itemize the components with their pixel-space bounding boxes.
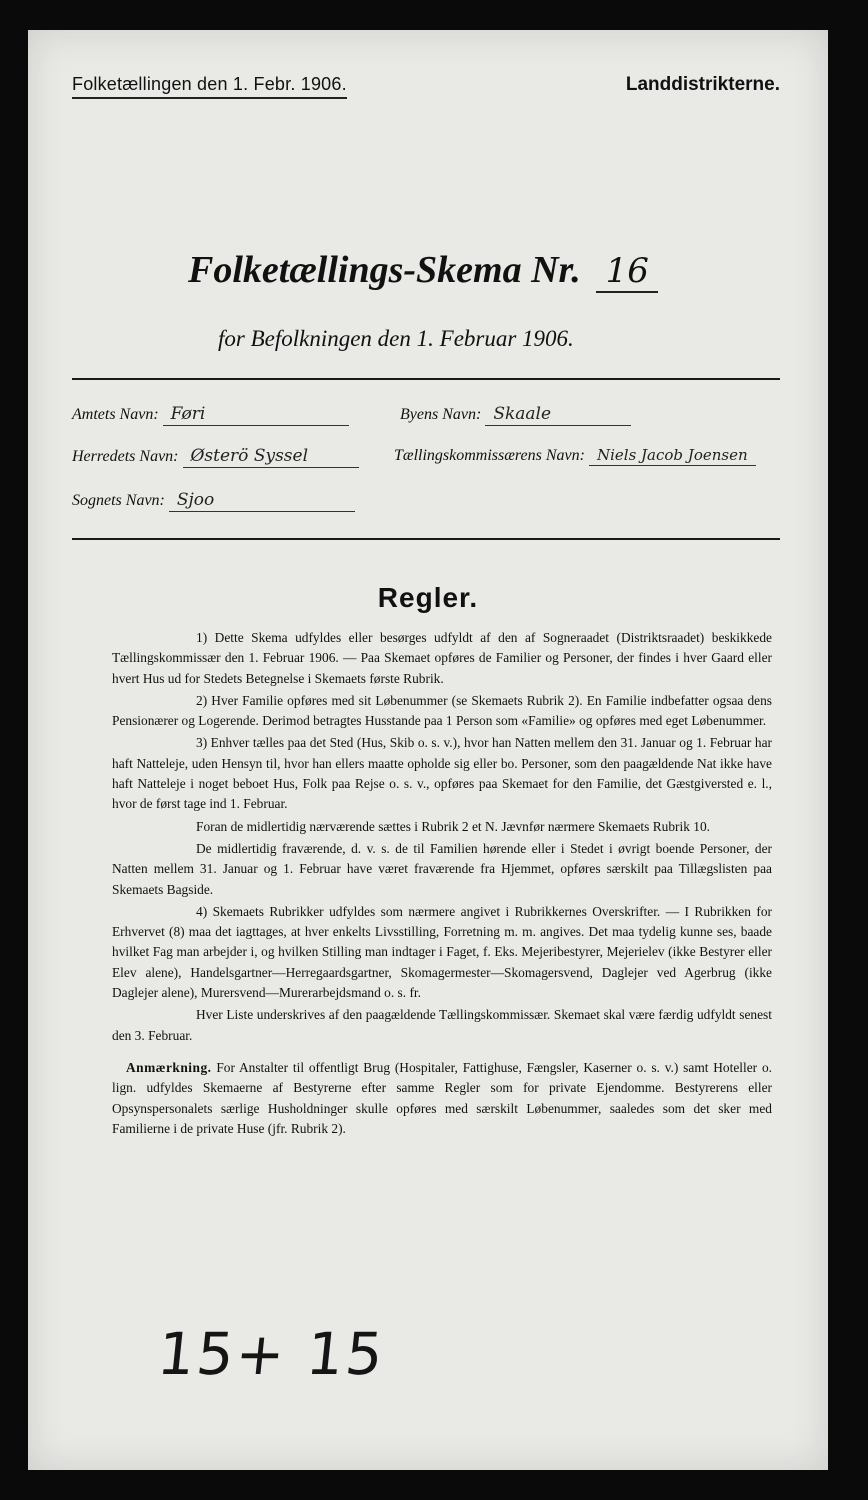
- note-label: Anmærkning.: [126, 1059, 212, 1075]
- census-date-header: Folketællingen den 1. Febr. 1906.: [72, 74, 347, 99]
- rule-paragraph-3: 3) Enhver tælles paa det Sted (Hus, Skib o. s. v.), hvor han Natten mellem den 31. Januar og 1. Februar har haft Natteleje, uden Hensyn til, hvor han ellers maatte opholde sig eller bo. Personer, som den paagældende Nat ikke have haft Natteleje i noget beboet Hus, Folk paa Rejse o. s. v., opføres paa Skemaet for den Familie, det Gæstgiversted e. l., hvor de først tage ind 1. Februar.: [112, 735, 772, 812]
- rule-paragraph-2: 2) Hver Familie opføres med sit Løbenummer (se Skemaets Rubrik 2). En Familie indbefatter ogsaa dens Pensionærer og Logerende. Derimod betragtes Husstande paa 1 Person som «Familie» og opføres med eget Løbenummer.: [112, 692, 772, 729]
- by-label: Byens Navn:: [400, 406, 482, 423]
- rule-paragraph-6: 4) Skemaets Rubrikker udfyldes som nærmere angivet i Rubrikkernes Overskrifter. — I Rubrikken for Erhvervet (8) maa det iagttages, at hver enkelts Livsstilling, Forretning m. m. angives. Det maa tydelig kunne ses, baade hvilket Fag man arbejder i, og hvilken Stilling man indtager i Faget, f. Eks. Mejeribestyrer, Mejerielev (ikke Bestyrer eller Elev alene), Handelsgartner—Herregaardsgartner, Skomagermester—Skomagersvend, Daglejer ved Agerbrug (ikke Daglejer alene), Murersvend—Murerarbejdsmand o. s. fr.: [112, 903, 772, 1001]
- census-form-sheet: [28, 30, 828, 1470]
- form-number: 16: [596, 251, 658, 293]
- form-subtitle: for Befolkningen den 1. Februar 1906.: [218, 326, 574, 351]
- rule-paragraph-5: De midlertidig fraværende, d. v. s. de til Familien hørende eller i Stedet i øvrigt boende Personer, der Natten mellem 31. Januar og 1. Februar have været fraværende fra Hjemmet, opføres særskilt paa Tillægslisten paa Skemaets Bagside.: [112, 840, 772, 897]
- handwritten-number: 15+ 15: [154, 1320, 389, 1388]
- district-type-header: Landdistrikterne.: [625, 74, 780, 95]
- form-title: [188, 248, 658, 293]
- rules-heading: Regler.: [377, 582, 479, 613]
- rule-paragraph-1: 1) Dette Skema udfyldes eller besørges udfyldt af den af Sogneraadet (Distriktsraadet) beskikkede Tællingskommissær den 1. Februar 1906. — Paa Skemaet opføres de Familier og Personer, der findes i hver Gaard eller hvert Hus ud for Stedets Betegnelse i Skemaets første Rubrik.: [112, 630, 772, 686]
- by-field: [400, 404, 631, 426]
- divider-top: [72, 378, 780, 380]
- rule-paragraph-4: Foran de midlertidig nærværende sættes i Rubrik 2 et N. Jævnfør nærmere Skemaets Rubrik 10.: [196, 818, 710, 834]
- note-text: For Anstalter til offentligt Brug (Hospitaler, Fattighuse, Fængsler, Kaserner o. s. v.) samt Hoteller o. lign. udfyldes Skemaerne af Bestyrerne efter samme Regler som for private Ejendomme. Bestyrerens eller Opsynspersonalets særlige Husholdninger skulle opføres med særskilt Løbenummer, saaledes som det sker med Familierne i de private Huse (jfr. Rubrik 2).: [112, 1059, 772, 1136]
- amt-value: Føri: [163, 404, 349, 426]
- rules-body: [112, 628, 772, 1141]
- sogn-label: Sognets Navn:: [72, 492, 165, 509]
- amt-label: Amtets Navn:: [72, 406, 159, 423]
- sogn-value: Sjoo: [169, 490, 355, 512]
- herred-field: [72, 446, 359, 468]
- form-title-text: Folketællings-Skema Nr.: [188, 249, 581, 291]
- note-paragraph: [112, 1058, 772, 1139]
- rule-paragraph-7: Hver Liste underskrives af den paagældende Tællingskommissær. Skemaet skal være færdig udfyldt senest den 3. Februar.: [112, 1007, 772, 1043]
- amt-field: [72, 404, 349, 426]
- herred-value: Østerö Syssel: [183, 446, 359, 468]
- kommissaer-value: Niels Jacob Joensen: [589, 446, 756, 466]
- by-value: Skaale: [485, 404, 631, 426]
- kommissaer-label: Tællingskommissærens Navn:: [394, 447, 585, 464]
- sogn-field: [72, 490, 355, 512]
- kommissaer-field: [394, 446, 756, 466]
- herred-label: Herredets Navn:: [72, 448, 179, 465]
- divider-bottom: [72, 538, 780, 540]
